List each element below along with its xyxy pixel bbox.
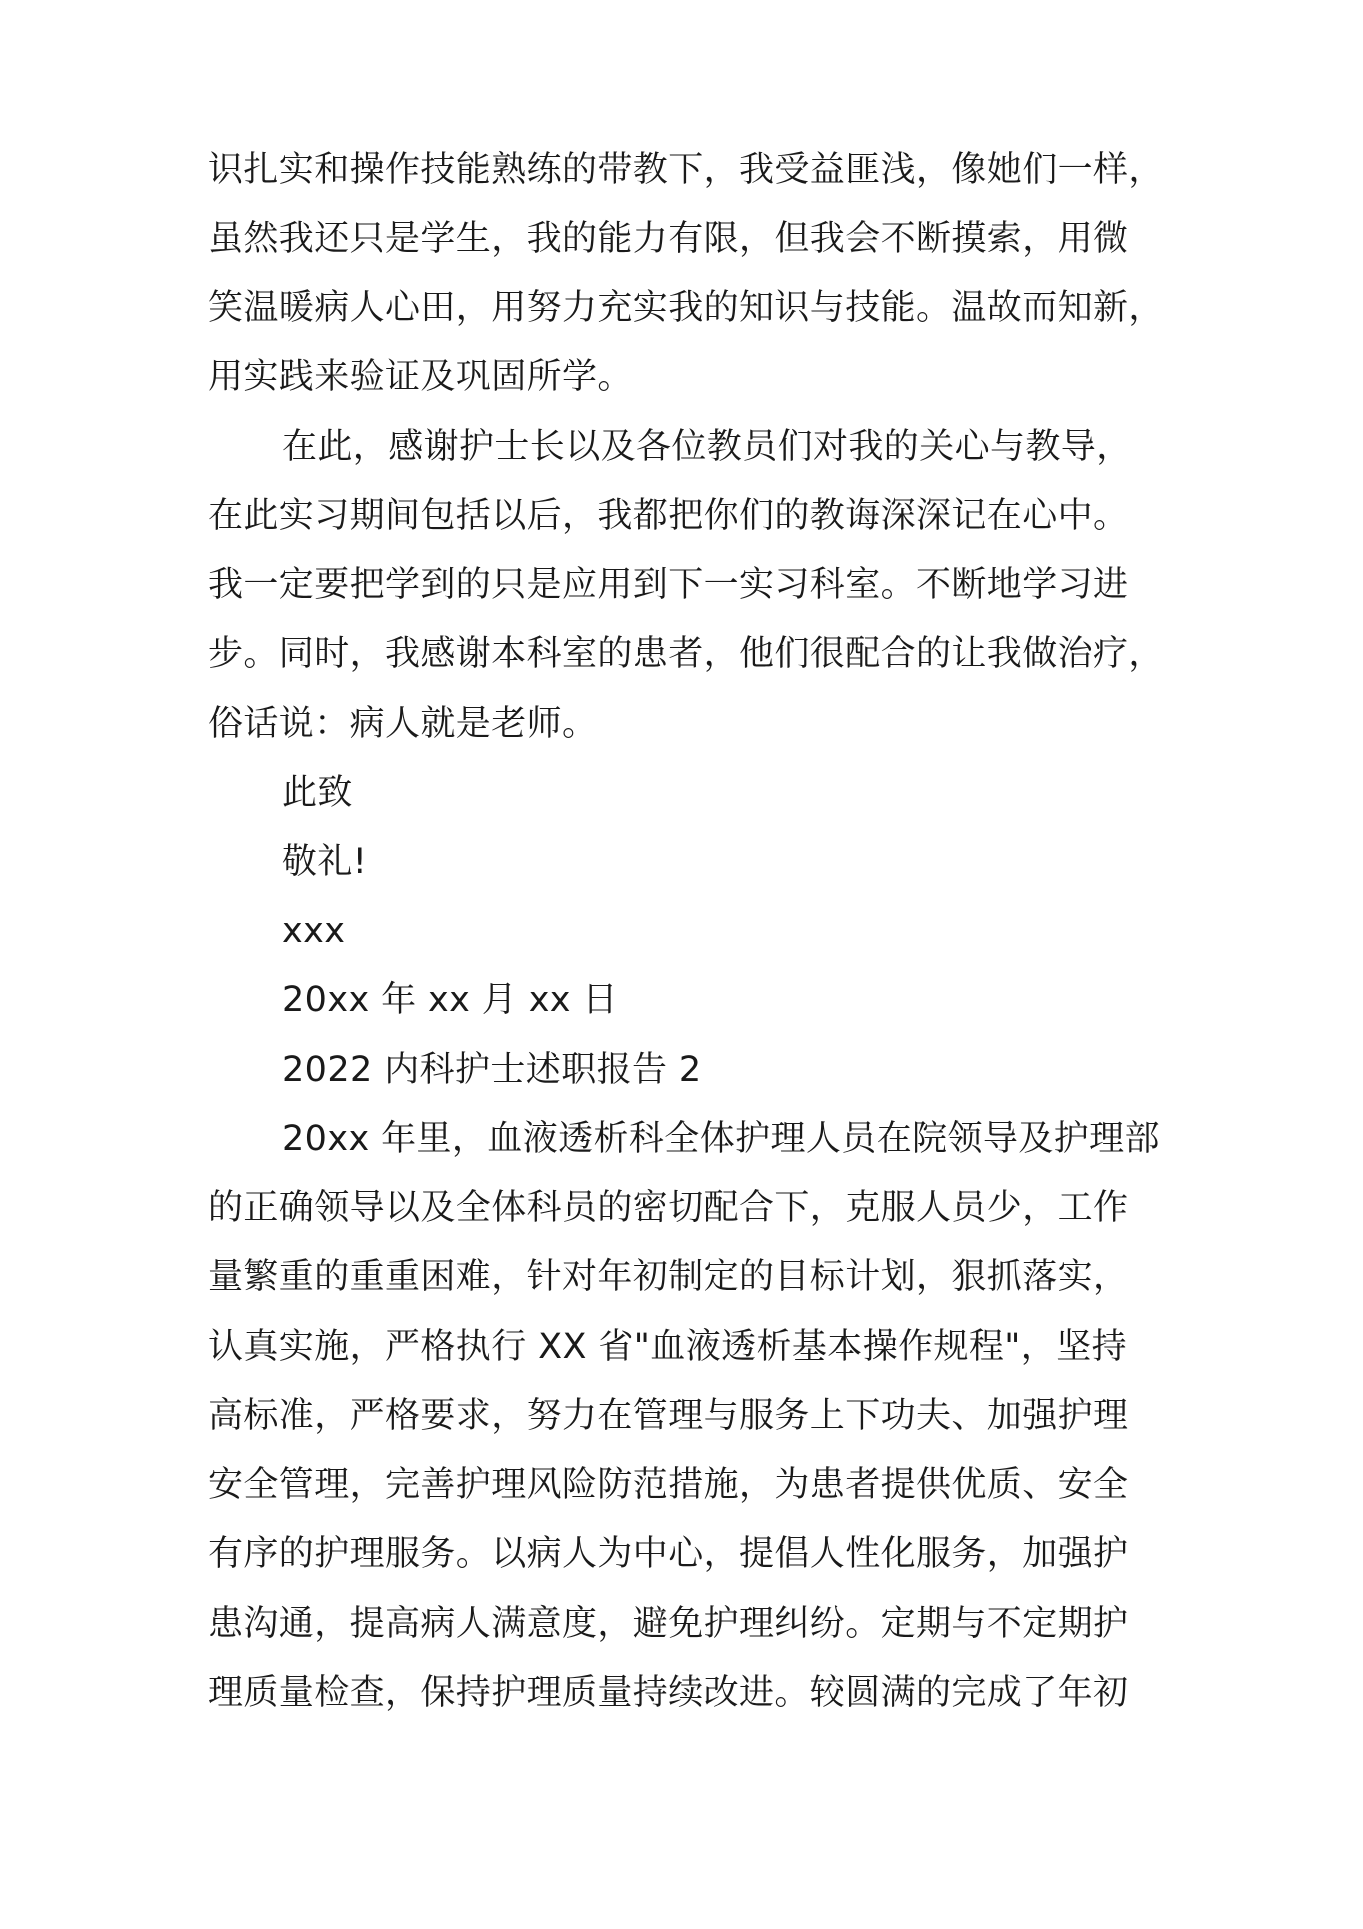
signature-date: 20xx 年 xx 月 xx 日 xyxy=(282,980,618,1020)
signature-name: xxx xyxy=(282,911,346,951)
text-line: 步。同时，我感谢本科室的患者，他们很配合的让我做治疗， xyxy=(208,634,1164,674)
text-line: 用实践来验证及巩固所学。 xyxy=(208,357,633,397)
text-line: 虽然我还只是学生，我的能力有限，但我会不断摸索，用微 xyxy=(208,219,1129,259)
text-line: 量繁重的重重困难，针对年初制定的目标计划，狠抓落实， xyxy=(208,1257,1129,1297)
closing-regards: 敬礼! xyxy=(282,842,368,882)
text-line: 安全管理，完善护理风险防范措施，为患者提供优质、安全 xyxy=(208,1465,1129,1505)
paragraph-first-line: 在此，感谢护士长以及各位教员们对我的关心与教导， xyxy=(282,427,1132,467)
text-line: 有序的护理服务。以病人为中心，提倡人性化服务，加强护 xyxy=(208,1534,1129,1574)
text-line: 笑温暖病人心田，用努力充实我的知识与技能。温故而知新， xyxy=(208,288,1164,328)
text-line: 认真实施，严格执行 XX 省"血液透析基本操作规程"，坚持 xyxy=(208,1327,1128,1367)
text-line: 的正确领导以及全体科员的密切配合下，克服人员少，工作 xyxy=(208,1188,1129,1228)
text-line: 理质量检查，保持护理质量持续改进。较圆满的完成了年初 xyxy=(208,1673,1129,1713)
text-line: 在此实习期间包括以后，我都把你们的教诲深深记在心中。 xyxy=(208,496,1129,536)
salutation: 此致 xyxy=(282,773,353,813)
text-line: 高标准，严格要求，努力在管理与服务上下功夫、加强护理 xyxy=(208,1396,1129,1436)
text-line: 我一定要把学到的只是应用到下一实习科室。不断地学习进 xyxy=(208,565,1129,605)
paragraph-first-line: 20xx 年里，血液透析科全体护理人员在院领导及护理部 xyxy=(282,1119,1160,1159)
text-line: 俗话说：病人就是老师。 xyxy=(208,704,598,744)
text-line: 识扎实和操作技能熟练的带教下，我受益匪浅，像她们一样， xyxy=(208,150,1164,190)
section-title: 2022 内科护士述职报告 2 xyxy=(282,1050,702,1090)
text-line: 患沟通，提高病人满意度，避免护理纠纷。定期与不定期护 xyxy=(208,1604,1129,1644)
